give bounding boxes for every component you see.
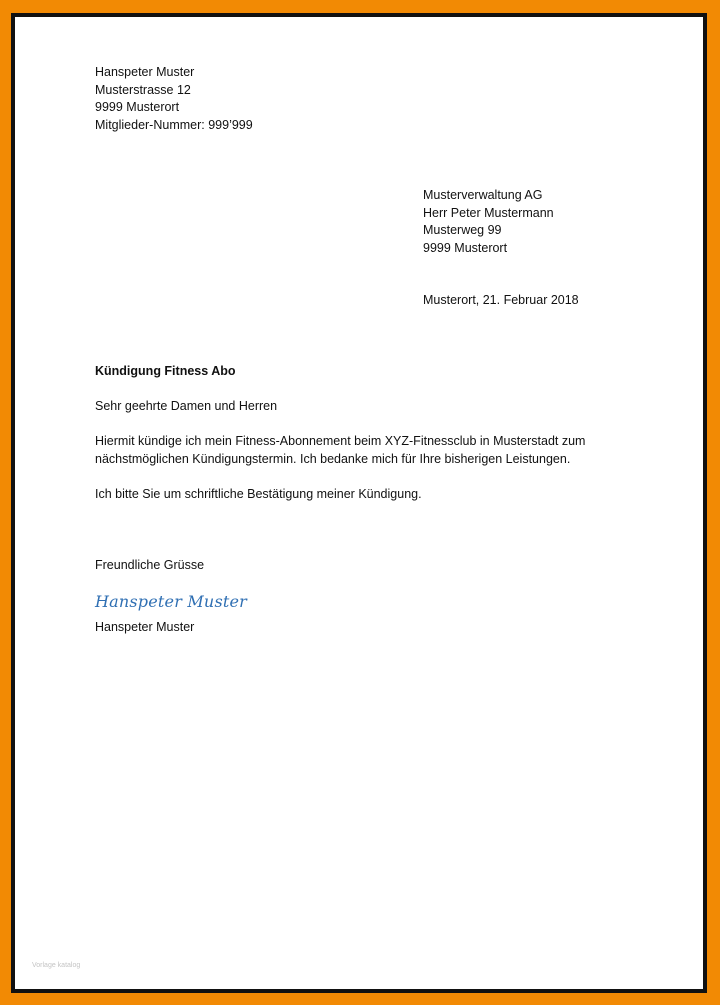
recipient-contact: Herr Peter Mustermann — [423, 205, 554, 220]
letter-subject: Kündigung Fitness Abo — [95, 364, 236, 378]
body-paragraph-2: Ich bitte Sie um schriftliche Bestätigung meiner Kündigung. — [95, 487, 422, 501]
letter-page — [15, 17, 703, 989]
recipient-company: Musterverwaltung AG — [423, 188, 543, 202]
recipient-street: Musterweg 99 — [423, 223, 502, 238]
letter-salutation: Sehr geehrte Damen und Herren — [95, 399, 278, 413]
sender-street: Musterstrasse 12 — [95, 82, 191, 97]
signed-name: Hanspeter Muster — [95, 620, 195, 634]
sender-address — [95, 64, 253, 134]
handwritten-signature: Hanspeter Muster — [95, 592, 247, 611]
sender-name: Hanspeter Muster — [95, 65, 195, 79]
letter-date: Musterort, 21. Februar 2018 — [423, 293, 579, 307]
sender-city: 9999 Musterort — [95, 100, 180, 115]
body-paragraph-1-line-2: nächstmöglichen Kündigungstermin. Ich bedanke mich für Ihre bisherigen Leistungen. — [95, 451, 571, 466]
body-paragraph-1-line-1: Hiermit kündige ich mein Fitness-Abonnement beim XYZ-Fitnessclub in Musterstadt zum — [95, 434, 586, 448]
watermark-text: Vorlage katalog — [32, 962, 81, 969]
recipient-city: 9999 Musterort — [423, 240, 508, 255]
letter-closing: Freundliche Grüsse — [95, 558, 205, 572]
recipient-address — [423, 187, 554, 257]
body-paragraph-1 — [95, 433, 585, 468]
sender-member-number: Mitglieder-Nummer: 999’999 — [95, 117, 253, 132]
